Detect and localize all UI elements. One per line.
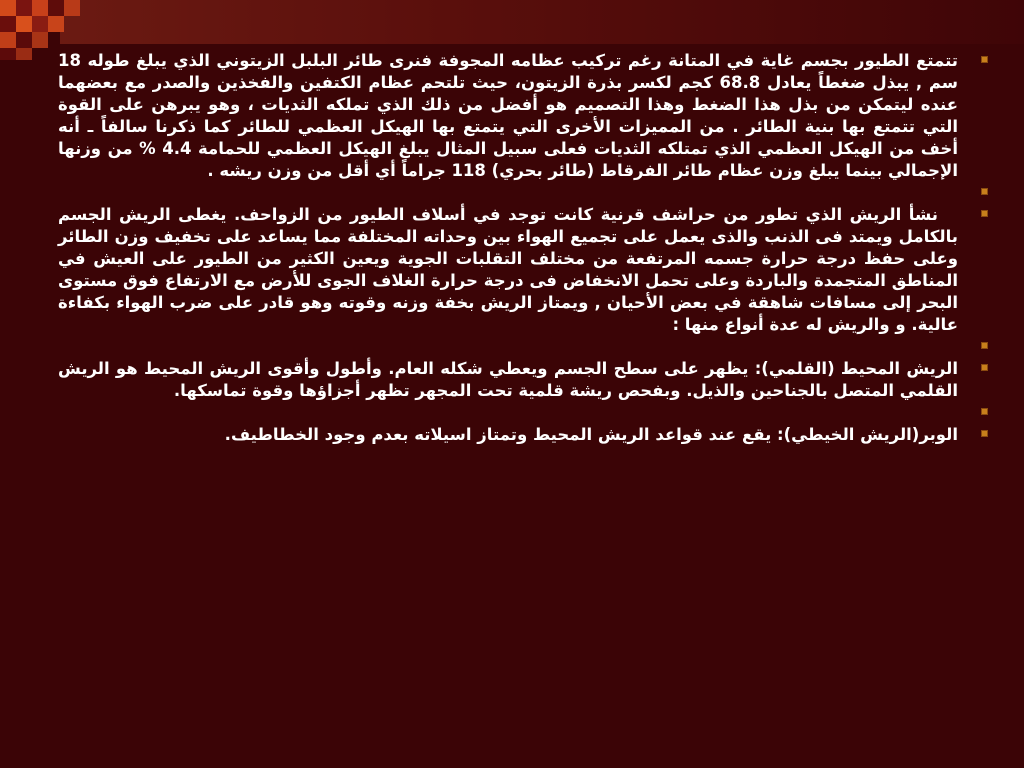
paragraph-text: نشأ الريش الذي تطور من حراشف قرنية كانت توجد في أسلاف الطيور من الزواحف. يغطى الريش الجسم بالكامل ويمتد فى الذنب والذى يعمل على تجميع الهواء بين وحداته المختلفة مما يساعد على تخفيف وزن الطائر وعلى حفظ درجة حرارة جسمه المرتفعة من مختلف التقلبات الجوية ويعين الكثير من الطيور على العيش في المناطق المتجمدة والباردة وعلى تحمل الانخفاض فى درجة حرارة الغلاف الجوى للأرض مع الارتفاع فوق مستوى البحر إلى مسافات شاهقة في بعض الأحيان , ويمتاز الريش بخفة وزنه وقوته وهو قادر على ضرب الهواء بكفاءة عالية. و والريش له عدة أنواع منها :: [58, 205, 958, 334]
bullet-square-icon: [981, 342, 988, 349]
paragraph-down-feathers: [58, 424, 988, 446]
paragraph-empty: [58, 336, 988, 358]
slide-body-text: [58, 50, 988, 446]
paragraph-contour-feathers: [58, 358, 988, 402]
paragraph-empty: [58, 182, 988, 204]
bullet-square-icon: [981, 364, 988, 371]
bullet-square-icon: [981, 430, 988, 437]
paragraph-text: الوبر(الريش الخيطي): يقع عند قواعد الريش المحيط وتمتاز اسيلاته بعدم وجود الخطاطيف.: [224, 425, 958, 444]
bullet-square-icon: [981, 56, 988, 63]
paragraph-text: الريش المحيط (القلمي): يظهر على سطح الجسم ويعطي شكله العام. وأطول وأقوى الريش المحيط هو الريش القلمي المتصل بالجناحين والذيل. وبفحص ريشة قلمية تحت المجهر تظهر أجزاؤها وقوة تماسكها.: [58, 359, 958, 400]
bullet-square-icon: [981, 408, 988, 415]
bullet-square-icon: [981, 210, 988, 217]
paragraph-text: تتمتع الطيور بجسم غاية في المتانة رغم تركيب عظامه المجوفة فنرى طائر البلبل الزيتوني الذي يبلغ طوله 18 سم , يبذل ضغطاً يعادل 68.8 كجم لكسر بذرة الزيتون، حيث تلتحم عظام الكتفين والفخذين والصدر مع بعضهما عنده ليتمكن من بذل هذا الضغط وهذا التصميم هو أفضل من ذلك الذي تملكه الثديات ، وهو يبرهن على القوة التي تتمتع بها بنية الطائر . من المميزات الأخرى التي يتمتع بها الهيكل العظمي للطائر كما ذكرنا سالفاً ـ أنه أخف من الهيكل العظمي الذي تمتلكه الثديات فعلى سبيل المثال يبلغ الهيكل العظمي للحمامة 4.4 % من وزنها الإجمالي بينما يبلغ وزن عظام طائر الفرقاط (طائر بحري) 118 جراماً أي أقل من وزن ريشه .: [58, 51, 958, 180]
paragraph-empty: [58, 402, 988, 424]
paragraph-skeleton-strength: [58, 50, 988, 182]
bullet-square-icon: [981, 188, 988, 195]
paragraph-feathers-origin: [58, 204, 988, 336]
